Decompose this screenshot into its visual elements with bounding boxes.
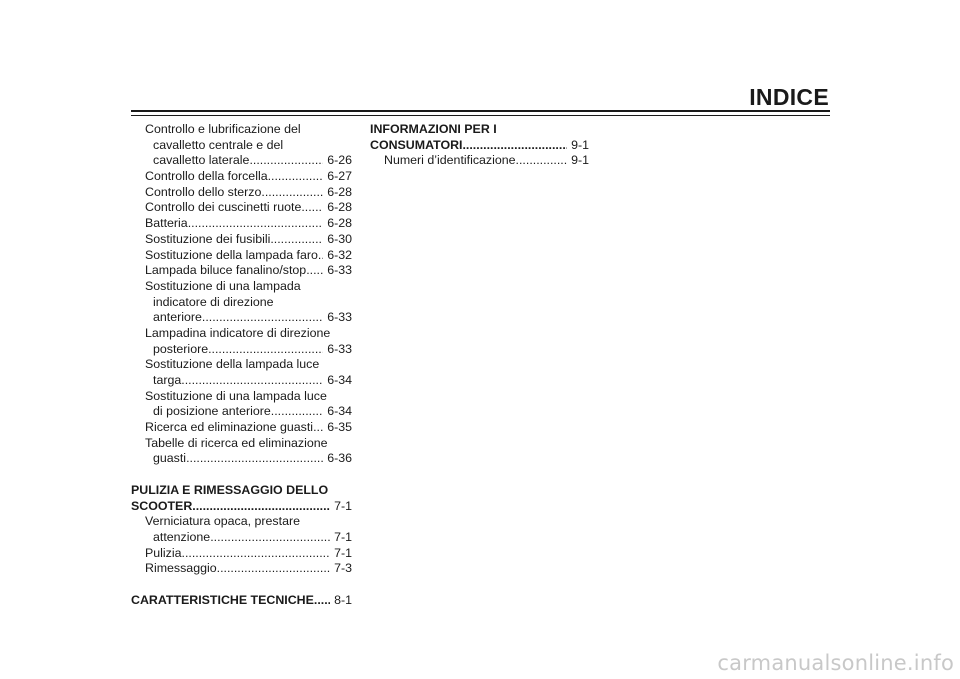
toc-entry — [131, 185, 352, 201]
toc-page-number: 6-30 — [327, 231, 352, 246]
toc-right-column — [370, 122, 589, 169]
toc-entry-title: PULIZIA E RIMESSAGGIO DELLO — [131, 482, 329, 497]
toc-spacer — [131, 467, 352, 483]
toc-entry — [131, 122, 352, 138]
toc-page-number: 6-33 — [327, 310, 352, 325]
toc-entry-title: Controllo della forcella — [145, 169, 268, 184]
toc-entry — [131, 451, 352, 467]
toc-entry-title: Numeri d’identificazione — [384, 153, 516, 168]
toc-entry-title: Batteria — [145, 216, 188, 231]
dot-leader — [188, 216, 323, 232]
dot-leader — [314, 593, 330, 609]
toc-entry — [131, 216, 352, 232]
toc-page-number: 7-1 — [334, 498, 352, 513]
toc-page-number: 6-32 — [327, 247, 352, 262]
header-rule-thick — [131, 110, 830, 112]
toc-entry-title: anteriore — [153, 310, 202, 325]
toc-entry-title: posteriore — [153, 341, 209, 356]
toc-entry — [131, 561, 352, 577]
toc-page-number: 6-36 — [327, 451, 352, 466]
toc-page-number: 6-34 — [327, 404, 352, 419]
toc-section-entry — [370, 138, 589, 154]
toc-entry-title: SCOOTER — [131, 498, 193, 513]
toc-entry-title: attenzione — [153, 529, 211, 544]
dot-leader — [249, 153, 323, 169]
toc-entry — [131, 138, 352, 154]
dot-leader — [270, 232, 323, 248]
dot-leader — [462, 138, 567, 154]
dot-leader — [210, 530, 330, 546]
toc-entry — [131, 530, 352, 546]
toc-entry — [131, 263, 352, 279]
toc-entry — [131, 279, 352, 295]
toc-entry-title: indicatore di direzione — [153, 294, 274, 309]
watermark-text: carmanualsonline.info — [717, 651, 954, 675]
toc-page-number: 7-1 — [334, 545, 352, 560]
toc-page-number: 6-26 — [327, 153, 352, 168]
toc-page-number: 6-33 — [327, 341, 352, 356]
dot-leader — [313, 420, 323, 436]
toc-entry-title: guasti — [153, 451, 187, 466]
dot-leader — [318, 248, 323, 264]
toc-entry-title: Ricerca ed eliminazione guasti — [145, 420, 314, 435]
toc-entry — [370, 153, 589, 169]
dot-leader — [301, 200, 323, 216]
toc-entry-title: Verniciatura opaca, prestare — [145, 514, 300, 529]
toc-page-number: 6-34 — [327, 373, 352, 387]
toc-section-entry — [131, 593, 352, 609]
toc-entry-title: Sostituzione dei fusibili — [145, 231, 271, 246]
toc-page-number: 7-1 — [334, 529, 352, 544]
dot-leader — [306, 263, 323, 279]
dot-leader — [202, 310, 323, 326]
dot-leader — [271, 404, 323, 420]
toc-entry — [131, 436, 352, 452]
toc-entry — [131, 310, 352, 326]
toc-entry-title: Lampada biluce fanalino/stop — [145, 263, 307, 278]
dot-leader — [268, 169, 324, 185]
toc-entry — [131, 514, 352, 530]
toc-section-entry — [131, 499, 352, 515]
dot-leader — [182, 546, 331, 562]
dot-leader — [516, 153, 568, 169]
toc-entry-title: CARATTERISTICHE TECNICHE — [131, 592, 314, 607]
toc-page-number: 6-27 — [327, 169, 352, 184]
toc-page-number: 6-33 — [327, 263, 352, 278]
toc-section-entry — [370, 122, 589, 138]
toc-entry-title: INFORMAZIONI PER I — [370, 122, 497, 136]
toc-entry — [131, 295, 352, 311]
dot-leader — [208, 342, 323, 358]
toc-entry-title: Controllo e lubrificazione del — [145, 122, 301, 136]
toc-entry-title: Lampadina indicatore di direzione — [145, 325, 331, 340]
toc-page-number: 9-1 — [571, 153, 589, 168]
dot-leader — [186, 451, 323, 467]
toc-entry — [131, 373, 352, 389]
dot-leader — [261, 185, 323, 201]
toc-section-entry — [131, 483, 352, 499]
toc-entry-title: targa — [153, 373, 182, 387]
page-title: INDICE — [749, 84, 829, 110]
toc-left-column — [131, 122, 352, 608]
toc-page-number: 6-28 — [327, 216, 352, 231]
toc-entry — [131, 232, 352, 248]
toc-page-number: 7-3 — [334, 561, 352, 576]
toc-entry — [131, 342, 352, 358]
toc-entry-title: Sostituzione della lampada luce — [145, 357, 320, 372]
toc-entry-title: cavalletto centrale e del — [153, 137, 284, 152]
toc-entry-title: Pulizia — [145, 545, 182, 560]
toc-entry — [131, 169, 352, 185]
toc-entry — [131, 389, 352, 405]
toc-entry-title: di posizione anteriore — [153, 404, 271, 419]
toc-page-number: 6-28 — [327, 200, 352, 215]
toc-entry-title: Controllo dei cuscinetti ruote — [145, 200, 302, 215]
toc-entry-title: Rimessaggio — [145, 561, 217, 576]
toc-page-number: 8-1 — [334, 592, 352, 607]
toc-page-number: 9-1 — [571, 137, 589, 152]
toc-entry — [131, 200, 352, 216]
toc-entry-title: cavalletto laterale — [153, 153, 250, 168]
toc-entry-title: Controllo dello sterzo — [145, 184, 262, 199]
toc-entry — [131, 326, 352, 342]
dot-leader — [181, 373, 323, 389]
toc-entry-title: Sostituzione di una lampada luce — [145, 388, 327, 403]
toc-spacer — [131, 577, 352, 593]
toc-entry — [131, 546, 352, 562]
toc-entry — [131, 357, 352, 373]
toc-page-number: 6-35 — [327, 420, 352, 435]
toc-entry-title: Sostituzione di una lampada — [145, 278, 301, 293]
toc-entry — [131, 420, 352, 436]
toc-entry — [131, 153, 352, 169]
toc-entry-title: CONSUMATORI — [370, 137, 463, 152]
toc-entry — [131, 404, 352, 420]
toc-entry-title: Sostituzione della lampada faro — [145, 247, 318, 262]
toc-entry-title: Tabelle di ricerca ed eliminazione — [145, 435, 328, 450]
dot-leader — [192, 499, 330, 515]
dot-leader — [217, 561, 330, 577]
toc-entry — [131, 248, 352, 264]
header-rule-thin — [131, 115, 830, 116]
toc-page-number: 6-28 — [327, 184, 352, 199]
